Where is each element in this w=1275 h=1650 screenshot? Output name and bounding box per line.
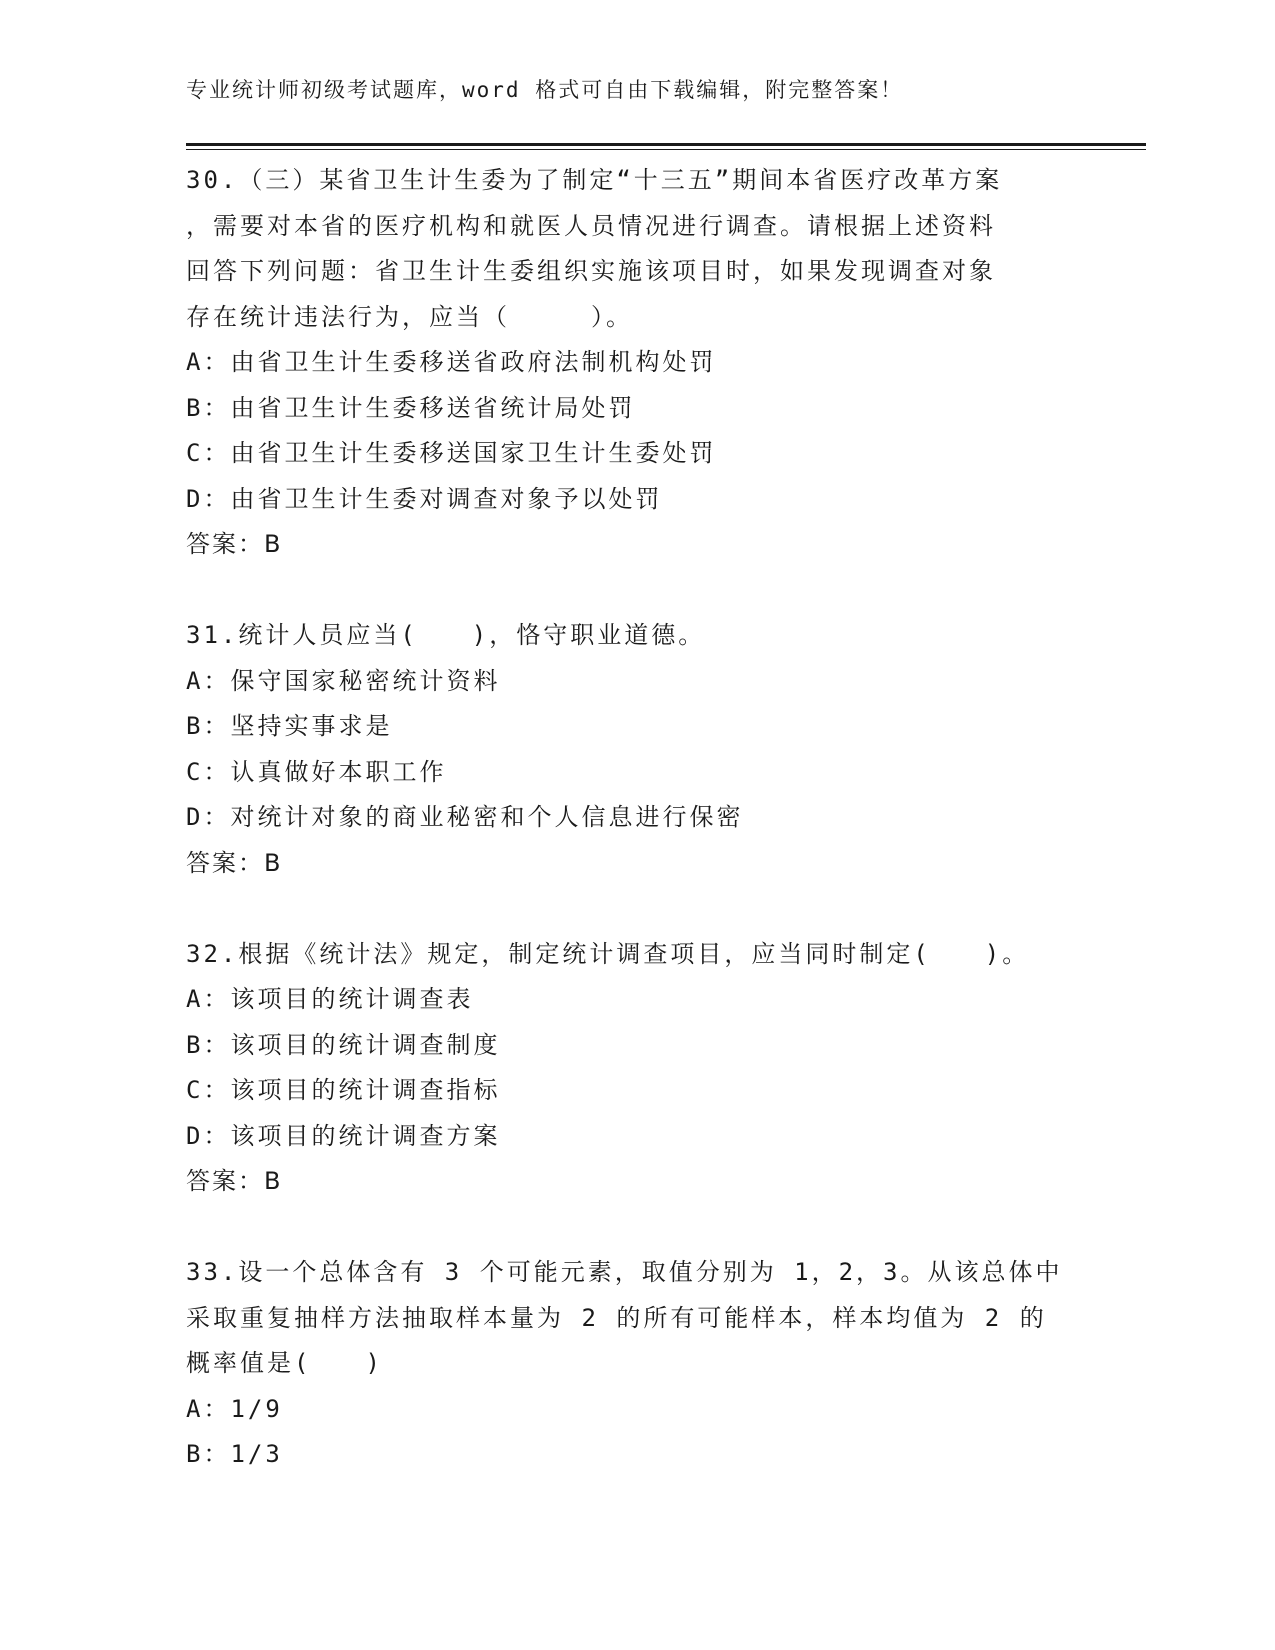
option-d: D：由省卫生计生委对调查对象予以处罚 (186, 484, 663, 513)
option-a: A：由省卫生计生委移送省政府法制机构处罚 (186, 348, 717, 376)
answer-line: 答案：B (186, 1167, 283, 1195)
header-rule-thin (186, 149, 1146, 150)
question-stem-line: 采取重复抽样方法抽取样本量为 2 的所有可能样本，样本均值为 2 的 (186, 1303, 1047, 1332)
question-stem-line: ，需要对本省的医疗机构和就医人员情况进行调查。请根据上述资料 (186, 211, 996, 240)
option-c: C：该项目的统计调查指标 (186, 1076, 501, 1104)
option-d: D：对统计对象的商业秘密和个人信息进行保密 (186, 803, 744, 831)
question-stem-line: 存在统计违法行为，应当（ ）。 (186, 302, 633, 331)
option-a: A：保守国家秘密统计资料 (186, 666, 501, 695)
question-stem-line: 30.（三）某省卫生计生委为了制定“十三五”期间本省医疗改革方案 (186, 166, 1003, 194)
question-stem-line: 概率值是( ) (186, 1349, 383, 1377)
option-c: C：认真做好本职工作 (186, 757, 447, 786)
option-d: D：该项目的统计调查方案 (186, 1121, 501, 1150)
question-spacer (186, 1205, 1076, 1251)
question-31 (186, 613, 1076, 886)
option-b: B：1/3 (186, 1440, 283, 1468)
question-spacer (186, 886, 1076, 932)
answer-line: 答案：B (186, 848, 283, 877)
option-b: B：由省卫生计生委移送省统计局处罚 (186, 393, 636, 422)
question-33 (186, 1250, 1076, 1478)
question-32 (186, 932, 1076, 1205)
option-a: A：1/9 (186, 1394, 283, 1423)
option-a: A：该项目的统计调查表 (186, 985, 474, 1013)
answer-line: 答案：B (186, 530, 283, 558)
question-list (186, 158, 1076, 1478)
question-stem-line: 32.根据《统计法》规定，制定统计调查项目，应当同时制定( )。 (186, 939, 1030, 968)
question-stem-line: 31.统计人员应当( )，恪守职业道德。 (186, 621, 706, 649)
option-c: C：由省卫生计生委移送国家卫生计生委处罚 (186, 439, 717, 467)
question-stem-line: 33.设一个总体含有 3 个可能元素，取值分别为 1，2，3。从该总体中 (186, 1258, 1063, 1286)
header-rule-thick (186, 143, 1146, 146)
question-30 (186, 158, 1076, 568)
question-stem-line: 回答下列问题：省卫生计生委组织实施该项目时，如果发现调查对象 (186, 257, 996, 285)
page-header: 专业统计师初级考试题库，word 格式可自由下载编辑，附完整答案！ (186, 78, 904, 102)
question-spacer (186, 568, 1076, 614)
option-b: B：坚持实事求是 (186, 712, 393, 740)
option-b: B：该项目的统计调查制度 (186, 1030, 501, 1059)
